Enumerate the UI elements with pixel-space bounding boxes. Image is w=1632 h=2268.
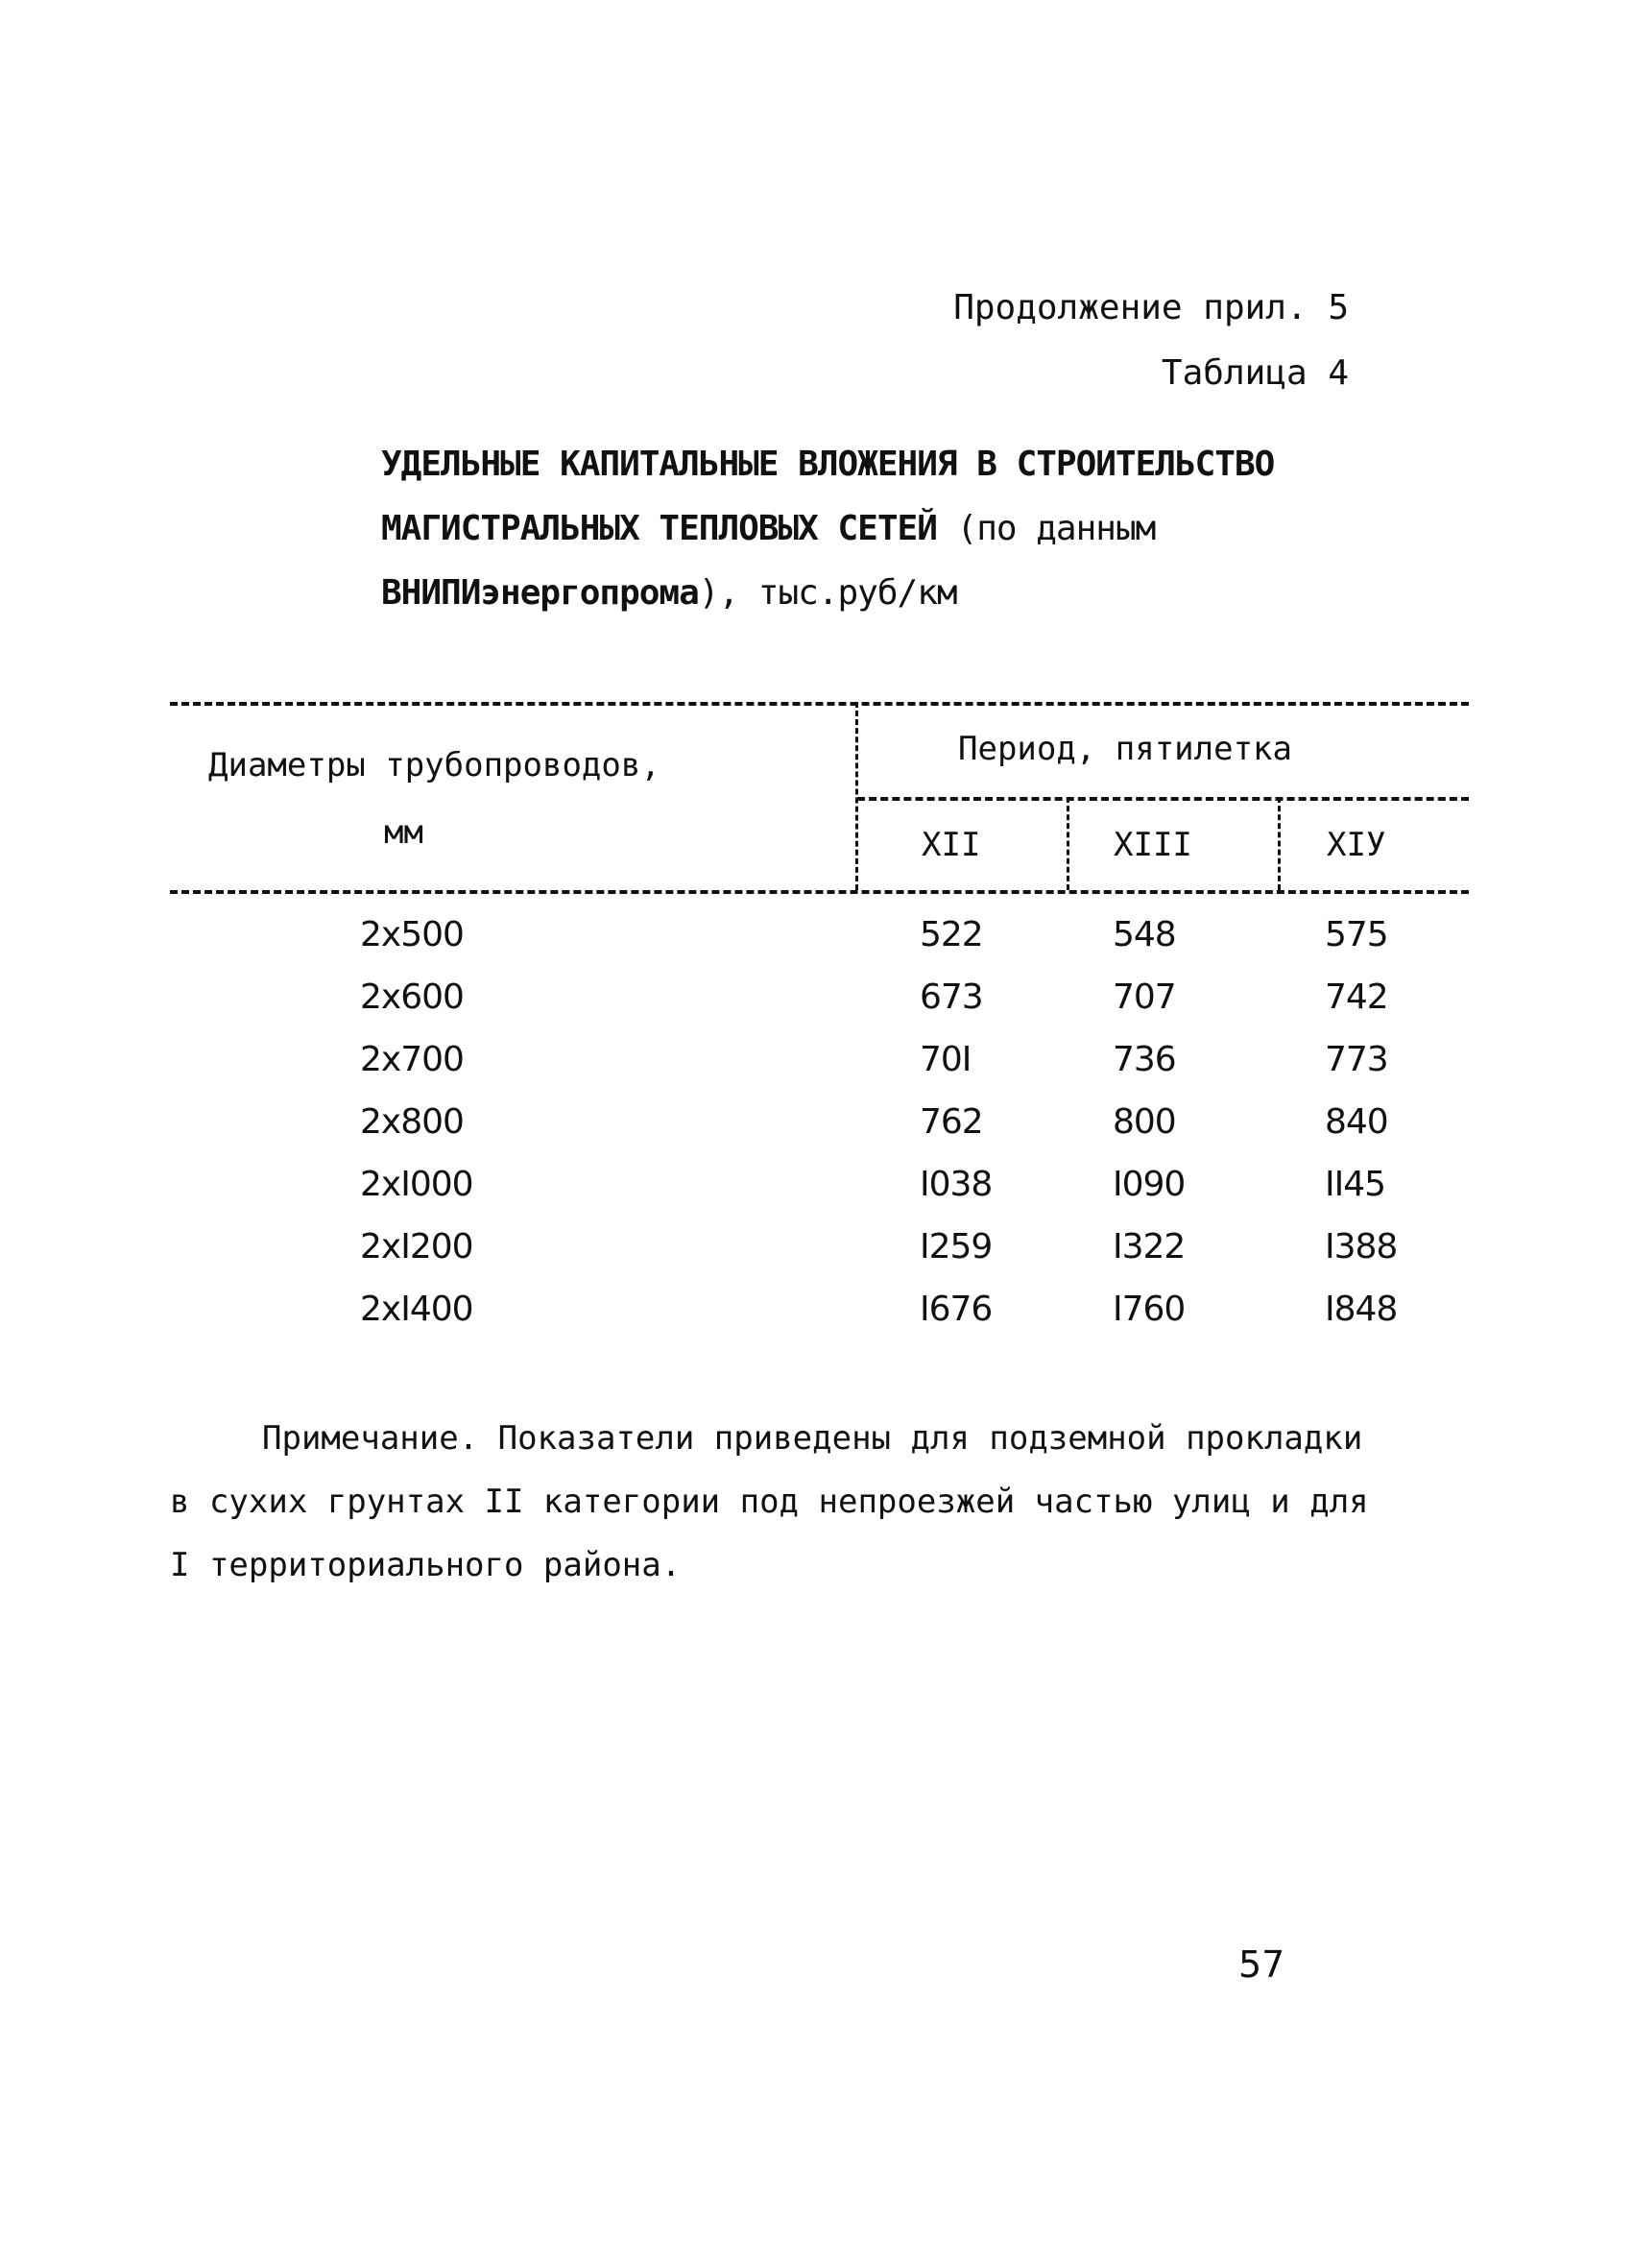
period-header-2: XIII [1114,826,1192,864]
table-title-line3-rest: ), тыс.руб/км [698,573,957,613]
value-cell: I259 [920,1227,993,1267]
table-period-rule [857,797,1469,801]
table-title-line3-bold: ВНИПИэнергопрома [381,573,699,613]
table-title-line2-bold: МАГИСТРАЛЬНЫХ ТЕПЛОВЫХ СЕТЕЙ [381,509,937,548]
diameter-cell: 2xI400 [360,1290,473,1329]
col-header-unit: мм [384,813,423,852]
diameter-cell: 2xI000 [360,1165,473,1204]
value-cell: II45 [1325,1165,1386,1204]
value-cell: 70I [920,1040,972,1079]
value-cell: 773 [1325,1040,1388,1079]
period-header-3: XIУ [1327,826,1386,864]
value-cell: I090 [1113,1165,1186,1204]
value-cell: 575 [1325,915,1388,954]
value-cell: 840 [1325,1102,1388,1142]
diameter-cell: 2x600 [360,977,464,1017]
col-header-period: Период, пятилетка [958,730,1292,768]
table-title-line2-rest: (по данным [956,509,1156,548]
diameter-cell: 2x500 [360,915,464,954]
diameter-cell: 2x700 [360,1040,464,1079]
value-cell: I760 [1113,1290,1186,1329]
col-header-diameter: Диаметры трубопроводов, [208,746,660,784]
table-title-line3 [381,573,957,613]
diameter-cell: 2x800 [360,1102,464,1142]
value-cell: 762 [920,1102,983,1142]
value-cell: 548 [1113,915,1176,954]
value-cell: I676 [920,1290,993,1329]
table-divider-1 [1067,797,1069,890]
table-title-line1: УДЕЛЬНЫЕ КАПИТАЛЬНЫЕ ВЛОЖЕНИЯ В СТРОИТЕЛЬСТВО [381,445,1275,484]
table-number: Таблица 4 [1161,353,1349,393]
page-number: 57 [1238,1943,1285,1986]
table-header-bottom-rule [170,890,1469,894]
value-cell: 707 [1113,977,1176,1017]
value-cell: 522 [920,915,983,954]
value-cell: 736 [1113,1040,1176,1079]
value-cell: 800 [1113,1102,1176,1142]
value-cell: 742 [1325,977,1388,1017]
period-header-1: XII [922,826,981,864]
note-line1: Примечание. Показатели приведены для подземной прокладки [262,1419,1363,1458]
value-cell: I038 [920,1165,993,1204]
note-line2: в сухих грунтах II категории под непроезжей частью улиц и для [170,1483,1369,1521]
diameter-cell: 2xI200 [360,1227,473,1267]
table-title-line2 [381,509,1155,548]
value-cell: I322 [1113,1227,1186,1267]
value-cell: 673 [920,977,983,1017]
value-cell: I388 [1325,1227,1398,1267]
value-cell: I848 [1325,1290,1398,1329]
table-divider-2 [1278,797,1281,890]
continuation-label: Продолжение прил. 5 [953,288,1349,327]
table-top-rule [170,702,1469,706]
note-line3: I территориального района. [170,1546,682,1584]
table-divider-main [855,702,858,890]
